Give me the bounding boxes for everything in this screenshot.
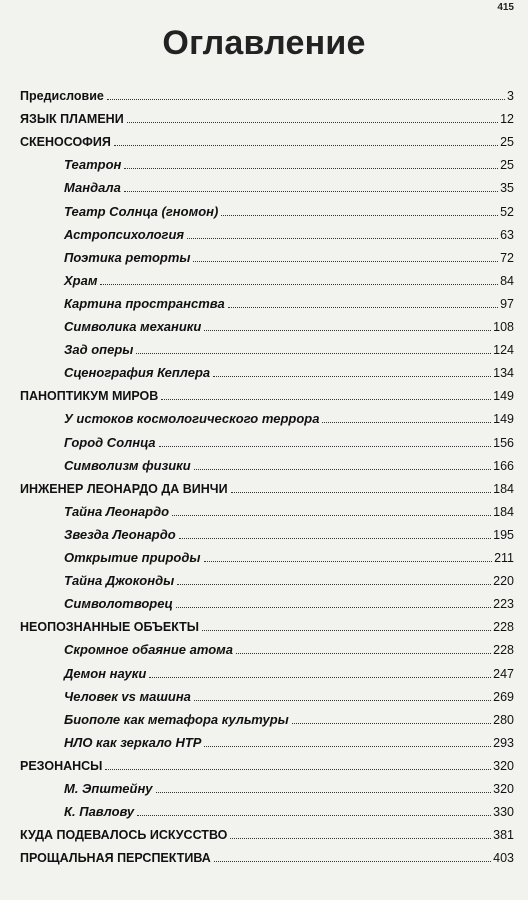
toc-entry[interactable] xyxy=(20,477,514,497)
toc-entry-page: 12 xyxy=(500,112,514,127)
toc-entry-title: Демон науки xyxy=(64,665,147,681)
toc-subentry[interactable] xyxy=(64,500,514,520)
toc-subentry[interactable] xyxy=(64,361,514,381)
toc-subentry[interactable] xyxy=(64,731,514,751)
toc-entry-page: 223 xyxy=(493,597,514,612)
toc-entry[interactable] xyxy=(20,84,514,104)
toc-entry-page: 320 xyxy=(493,758,514,773)
toc-entry[interactable] xyxy=(20,615,514,635)
dot-leader xyxy=(230,838,491,839)
dot-leader xyxy=(194,700,491,701)
toc-entry-page: 403 xyxy=(493,851,514,866)
dot-leader xyxy=(194,469,491,470)
toc-entry-title: Скромное обаяние атома xyxy=(64,642,234,658)
toc-subentry[interactable] xyxy=(64,662,514,682)
toc-entry-page: 228 xyxy=(493,620,514,635)
dot-leader xyxy=(159,446,492,447)
toc-entry-title: Символизм физики xyxy=(64,457,191,473)
toc-entry-title: ПРОЩАЛЬНАЯ ПЕРСПЕКТИВА xyxy=(20,851,211,866)
toc-entry[interactable] xyxy=(20,846,514,866)
toc-entry-title: ЯЗЫК ПЛАМЕНИ xyxy=(20,112,124,127)
toc-entry-page: 330 xyxy=(493,805,514,820)
toc-entry-title: Картина пространства xyxy=(64,295,225,311)
dot-leader xyxy=(179,538,491,539)
dot-leader xyxy=(149,677,491,678)
toc-entry-title: КУДА ПОДЕВАЛОСЬ ИСКУССТВО xyxy=(20,828,228,843)
toc-entry-title: Тайна Джоконды xyxy=(64,573,175,589)
toc-subentry[interactable] xyxy=(64,315,514,335)
toc-entry-title: Храм xyxy=(64,272,98,288)
toc-subentry[interactable] xyxy=(64,546,514,566)
toc-entry-title: НЛО как зеркало НТР xyxy=(64,734,202,750)
toc-entry-page: 72 xyxy=(500,250,514,265)
dot-leader xyxy=(187,238,498,239)
toc-entry-page: 293 xyxy=(493,735,514,750)
toc-entry-page: 25 xyxy=(500,135,514,150)
toc-entry-title: СКЕНОСОФИЯ xyxy=(20,135,111,150)
toc-entry-title: ИНЖЕНЕР ЛЕОНАРДО ДА ВИНЧИ xyxy=(20,481,228,496)
toc-entry-page: 269 xyxy=(493,689,514,704)
dot-leader xyxy=(100,284,498,285)
dot-leader xyxy=(213,376,491,377)
toc-entry-title: У истоков космологического террора xyxy=(64,411,320,427)
dot-leader xyxy=(172,515,491,516)
toc-entry-page: 220 xyxy=(493,574,514,589)
toc-subentry[interactable] xyxy=(64,153,514,173)
toc-entry-title: Открытие природы xyxy=(64,550,201,565)
toc-entry-page: 84 xyxy=(500,273,514,288)
dot-leader xyxy=(127,122,498,123)
dot-leader xyxy=(202,630,491,631)
toc-subentry[interactable] xyxy=(64,176,514,196)
toc-entry-page: 156 xyxy=(493,435,514,450)
toc-subentry[interactable] xyxy=(64,685,514,705)
toc-entry[interactable] xyxy=(20,823,514,843)
toc-entry-page: 320 xyxy=(493,782,514,796)
dot-leader xyxy=(214,861,491,862)
dot-leader xyxy=(136,353,491,354)
toc-subentry[interactable] xyxy=(64,523,514,543)
toc-entry-page: 35 xyxy=(500,181,514,196)
toc-entry-title: Сценография Кеплера xyxy=(64,365,211,381)
toc-entry-title: Зад оперы xyxy=(64,342,134,358)
toc-subentry[interactable] xyxy=(64,454,514,474)
dot-leader xyxy=(322,422,491,423)
toc-entry-title: Город Солнца xyxy=(64,434,156,450)
toc-entry-page: 184 xyxy=(493,481,514,496)
toc-entry-page: 3 xyxy=(507,89,514,103)
toc-entry[interactable] xyxy=(20,754,514,774)
page-title: Оглавление xyxy=(162,24,366,62)
toc-entry[interactable] xyxy=(20,384,514,404)
toc-entry-title: Биополе как метафора культуры xyxy=(64,711,289,727)
toc-subentry[interactable] xyxy=(64,223,514,243)
toc-entry-title: Поэтика реторты xyxy=(64,249,191,265)
toc-subentry[interactable] xyxy=(64,292,514,312)
toc-subentry[interactable] xyxy=(64,638,514,658)
page-number: 415 xyxy=(497,2,514,13)
toc-subentry[interactable] xyxy=(64,708,514,728)
dot-leader xyxy=(193,261,498,262)
toc-entry-title: Предисловие xyxy=(20,89,104,103)
toc-subentry[interactable] xyxy=(64,592,514,612)
toc-subentry[interactable] xyxy=(64,338,514,358)
toc-entry-title: М. Эпштейну xyxy=(64,781,153,796)
dot-leader xyxy=(107,99,505,100)
toc-subentry[interactable] xyxy=(64,569,514,589)
toc-entry-page: 280 xyxy=(493,712,514,727)
toc-entry-title: Театр Солнца (гномон) xyxy=(64,203,219,219)
dot-leader xyxy=(292,723,491,724)
toc-entry-title: Человек vs машина xyxy=(64,688,191,704)
toc-entry-title: ПАНОПТИКУМ МИРОВ xyxy=(20,389,159,404)
toc-entry-page: 195 xyxy=(493,527,514,542)
dot-leader xyxy=(124,191,498,192)
toc-entry-page: 381 xyxy=(493,828,514,843)
dot-leader xyxy=(124,168,498,169)
toc-subentry[interactable] xyxy=(64,246,514,266)
dot-leader xyxy=(228,307,498,308)
toc-entry-title: Символотворец xyxy=(64,596,173,612)
toc-entry-title: Звезда Леонардо xyxy=(64,526,176,542)
dot-leader xyxy=(161,399,491,400)
toc-subentry[interactable] xyxy=(64,431,514,451)
toc-subentry[interactable] xyxy=(64,200,514,220)
dot-leader xyxy=(176,607,491,608)
dot-leader xyxy=(204,330,491,331)
toc-entry[interactable] xyxy=(20,130,514,150)
toc-entry-page: 63 xyxy=(500,227,514,242)
toc-entry-title: Астропсихология xyxy=(64,226,185,242)
toc-entry-page: 184 xyxy=(493,504,514,519)
dot-leader xyxy=(221,215,498,216)
toc-entry-title: Мандала xyxy=(64,180,121,196)
toc-entry-title: Тайна Леонардо xyxy=(64,503,170,519)
dot-leader xyxy=(105,769,491,770)
toc-entry-page: 149 xyxy=(493,412,514,427)
toc-subentry[interactable] xyxy=(64,777,514,797)
toc-entry-title: Символика механики xyxy=(64,319,202,334)
toc-entry-page: 25 xyxy=(500,158,514,173)
toc-entry-page: 228 xyxy=(493,643,514,658)
dot-leader xyxy=(204,746,491,747)
toc-entry-page: 97 xyxy=(500,296,514,311)
dot-leader xyxy=(236,653,491,654)
dot-leader xyxy=(177,584,491,585)
toc-entry[interactable] xyxy=(20,107,514,127)
toc-entry-title: Театрон xyxy=(64,157,122,173)
toc-entry-title: НЕОПОЗНАННЫЕ ОБЪЕКТЫ xyxy=(20,620,200,635)
dot-leader xyxy=(204,561,493,562)
toc-entry-page: 166 xyxy=(493,458,514,473)
toc-entry-page: 124 xyxy=(493,343,514,358)
toc-entry-title: РЕЗОНАНСЫ xyxy=(20,758,103,773)
toc-subentry[interactable] xyxy=(64,800,514,820)
toc-entry-page: 149 xyxy=(493,389,514,404)
dot-leader xyxy=(231,492,492,493)
toc-entry-page: 52 xyxy=(500,204,514,219)
toc-entry-page: 247 xyxy=(493,666,514,681)
toc-entry-page: 108 xyxy=(493,320,514,334)
dot-leader xyxy=(114,145,498,146)
toc-entry-page: 211 xyxy=(494,551,514,565)
toc-entry-page: 134 xyxy=(493,366,514,381)
toc-entry-title: К. Павлову xyxy=(64,804,135,820)
dot-leader xyxy=(137,815,491,816)
toc-subentry[interactable] xyxy=(64,407,514,427)
dot-leader xyxy=(156,792,492,793)
toc-subentry[interactable] xyxy=(64,269,514,289)
